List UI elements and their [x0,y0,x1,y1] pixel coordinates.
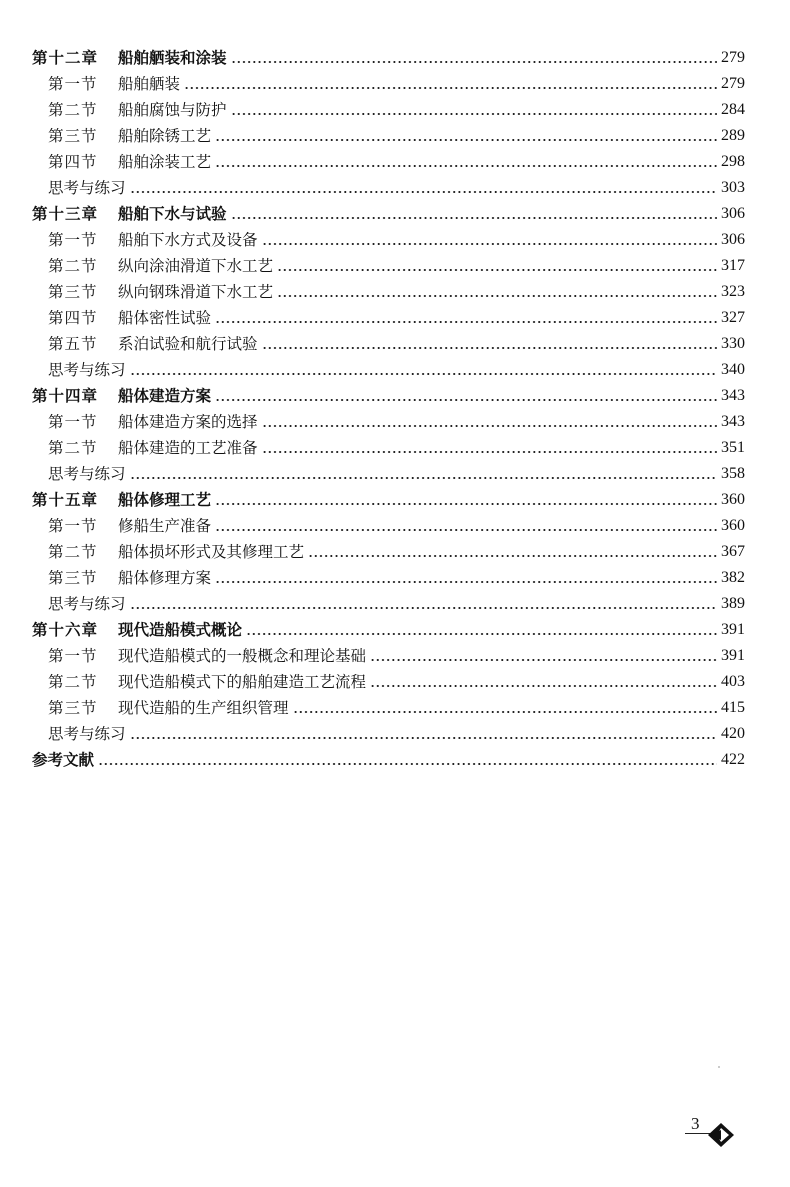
toc-entry-page: 289 [721,127,745,144]
toc-entry-title: 思考与练习 [48,179,126,197]
toc-entry-title: 思考与练习 [48,725,126,743]
dot-leader [130,466,717,480]
toc-entry-title: 船舶下水方式及设备 [118,231,258,249]
page-number: 3 [691,1114,700,1133]
toc-entry-title: 船舶涂装工艺 [118,153,212,171]
toc-entry-number: 第三节 [48,127,98,145]
dot-leader [231,206,717,220]
toc-entry-section[interactable] [0,692,790,718]
toc-entry-section[interactable] [0,224,790,250]
toc-entry-title: 思考与练习 [48,465,126,483]
toc-entry-number: 第三节 [48,699,98,717]
toc-entry-title: 船舶下水与试验 [118,204,227,223]
toc-entry-number: 第一节 [48,647,98,665]
toc-entry-page: 303 [721,179,745,196]
toc-entry-page: 340 [721,361,745,378]
toc-entry-exercise[interactable] [0,458,790,484]
toc-entry-number: 第一节 [48,517,98,535]
toc-entry-number: 第二节 [48,257,98,275]
dot-leader [262,440,717,454]
dot-leader [277,284,717,298]
dot-leader [262,336,717,350]
toc-entry-exercise[interactable] [0,588,790,614]
toc-entry-title: 现代造船模式下的船舶建造工艺流程 [118,673,367,691]
dot-leader [98,752,717,766]
dot-leader [130,726,717,740]
toc-entry-number: 第四节 [48,153,98,171]
toc-entry-number: 第二节 [48,543,98,561]
toc-entry-page: 279 [721,49,745,66]
table-of-contents [0,42,790,770]
toc-entry-title: 纵向涂油滑道下水工艺 [118,257,274,275]
dot-leader [370,648,717,662]
toc-entry-page: 367 [721,543,745,560]
toc-entry-page: 306 [721,231,745,248]
toc-entry-page: 343 [721,387,745,404]
toc-entry-title: 船体建造的工艺准备 [118,439,258,457]
dot-leader [215,310,717,324]
toc-entry-number: 第五节 [48,335,98,353]
dot-leader [370,674,717,688]
toc-entry-page: 391 [721,621,745,638]
toc-entry-page: 343 [721,413,745,430]
toc-entry-section[interactable] [0,432,790,458]
toc-entry-page: 306 [721,205,745,222]
toc-entry-page: 415 [721,699,745,716]
toc-entry-section[interactable] [0,302,790,328]
toc-entry-page: 360 [721,491,745,508]
toc-entry-section[interactable] [0,510,790,536]
toc-entry-title: 船体修理方案 [118,569,212,587]
toc-entry-title: 现代造船的生产组织管理 [118,699,289,717]
toc-entry-chapter[interactable] [0,614,790,640]
dot-leader [215,570,717,584]
toc-entry-page: 284 [721,101,745,118]
toc-entry-exercise[interactable] [0,172,790,198]
dot-leader [215,518,717,532]
toc-entry-number: 第一节 [48,75,98,93]
toc-entry-page: 358 [721,465,745,482]
toc-entry-section[interactable] [0,562,790,588]
dot-leader [277,258,717,272]
dot-leader [231,50,717,64]
dot-leader [184,76,717,90]
toc-entry-number: 第一节 [48,413,98,431]
toc-entry-number: 第四节 [48,309,98,327]
toc-entry-page: 391 [721,647,745,664]
toc-entry-page: 317 [721,257,745,274]
toc-entry-number: 第十六章 [32,620,99,639]
toc-entry-number: 第十二章 [32,48,99,67]
toc-entry-number: 第二节 [48,101,98,119]
toc-entry-page: 422 [721,751,745,768]
toc-entry-page: 330 [721,335,745,352]
toc-entry-section[interactable] [0,68,790,94]
toc-entry-title: 船体建造方案 [118,386,212,405]
toc-entry-title: 现代造船模式概论 [118,620,243,639]
toc-entry-section[interactable] [0,94,790,120]
toc-entry-chapter[interactable] [0,42,790,68]
toc-entry-page: 360 [721,517,745,534]
dot-leader [293,700,717,714]
dot-leader [130,596,717,610]
dot-leader [130,180,717,194]
dot-leader [231,102,717,116]
toc-entry-chapter[interactable] [0,380,790,406]
dot-leader [308,544,717,558]
toc-entry-section[interactable] [0,120,790,146]
toc-entry-page: 420 [721,725,745,742]
toc-entry-page: 323 [721,283,745,300]
toc-entry-title: 船体损坏形式及其修理工艺 [118,543,305,561]
diamond-arrow-icon [705,1119,737,1151]
toc-entry-title: 船体建造方案的选择 [118,413,258,431]
toc-entry-number: 第十三章 [32,204,99,223]
toc-entry-number: 第一节 [48,231,98,249]
toc-entry-title: 船舶腐蚀与防护 [118,101,227,119]
toc-entry-title: 船舶除锈工艺 [118,127,212,145]
toc-entry-section[interactable] [0,250,790,276]
toc-entry-title: 参考文献 [32,750,95,769]
toc-entry-section[interactable] [0,146,790,172]
toc-entry-title: 修船生产准备 [118,517,212,535]
toc-entry-title: 船体修理工艺 [118,490,212,509]
toc-entry-page: 389 [721,595,745,612]
toc-entry-page: 382 [721,569,745,586]
toc-entry-title: 思考与练习 [48,595,126,613]
dot-leader [215,492,717,506]
toc-entry-section[interactable] [0,536,790,562]
toc-entry-number: 第三节 [48,569,98,587]
scan-speck [718,1066,720,1068]
page-folio [683,1113,743,1153]
dot-leader [215,154,717,168]
toc-entry-title: 系泊试验和航行试验 [118,335,258,353]
toc-entry-page: 403 [721,673,745,690]
toc-entry-section[interactable] [0,406,790,432]
dot-leader [130,362,717,376]
toc-entry-section[interactable] [0,640,790,666]
toc-entry-number: 第二节 [48,673,98,691]
toc-entry-title: 船舶舾装 [118,75,181,93]
toc-entry-chapter[interactable] [0,198,790,224]
toc-entry-exercise[interactable] [0,354,790,380]
toc-entry-title: 船舶舾装和涂装 [118,48,227,67]
toc-entry-section[interactable] [0,276,790,302]
toc-entry-title: 船体密性试验 [118,309,212,327]
dot-leader [262,232,717,246]
toc-entry-exercise[interactable] [0,718,790,744]
dot-leader [215,388,717,402]
toc-entry-page: 298 [721,153,745,170]
toc-entry-number: 第二节 [48,439,98,457]
toc-entry-page: 279 [721,75,745,92]
toc-entry-section[interactable] [0,328,790,354]
toc-entry-page: 351 [721,439,745,456]
toc-entry-title: 现代造船模式的一般概念和理论基础 [118,647,367,665]
dot-leader [215,128,717,142]
toc-entry-page: 327 [721,309,745,326]
dot-leader [262,414,717,428]
toc-entry-title: 思考与练习 [48,361,126,379]
toc-entry-title: 纵向钢珠滑道下水工艺 [118,283,274,301]
toc-entry-number: 第三节 [48,283,98,301]
toc-entry-chapter[interactable] [0,484,790,510]
toc-entry-ref[interactable] [0,744,790,770]
dot-leader [246,622,717,636]
toc-entry-section[interactable] [0,666,790,692]
toc-entry-number: 第十四章 [32,386,99,405]
toc-entry-number: 第十五章 [32,490,99,509]
